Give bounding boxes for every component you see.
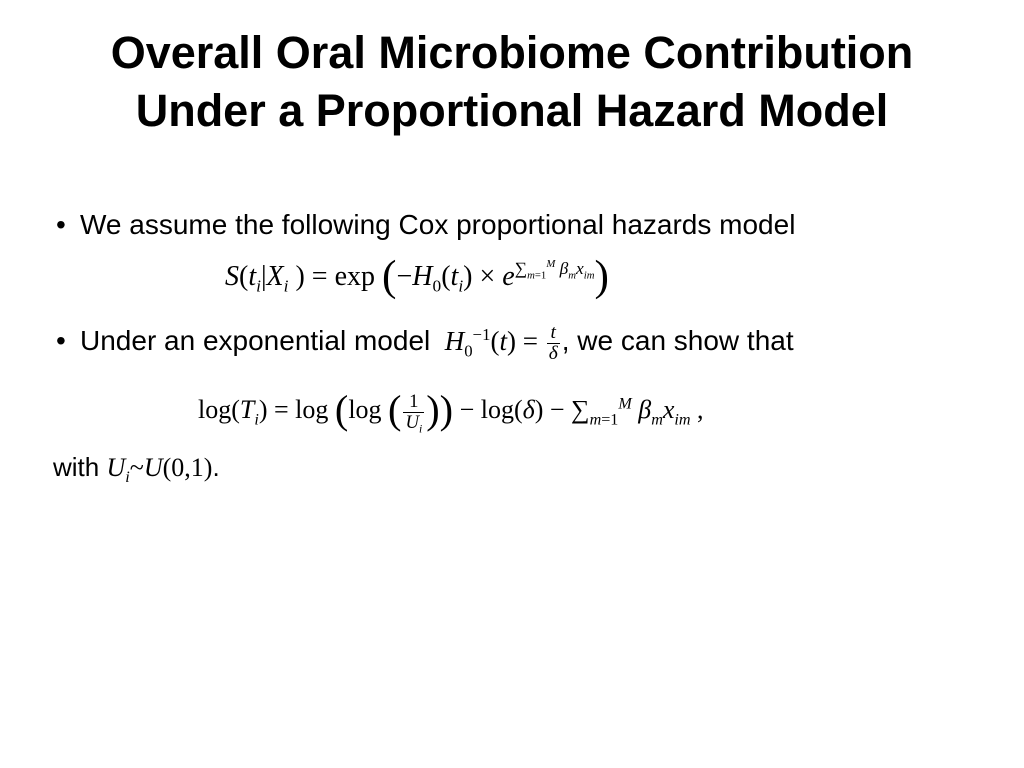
title-line-1: Overall Oral Microbiome Contribution	[110, 27, 914, 78]
with-label: with	[53, 452, 100, 482]
equation-log-time: $\log(T_i) = \log (\log$ ( $\frac{1}{U_i}$ )) − $\log(\delta) - \sum_{m=1}^M$ $\beta_mx_{im}$ ,	[198, 387, 704, 436]
bullet-point-icon: •	[56, 209, 66, 240]
bullet-text-after: , we can show that	[561, 325, 794, 357]
bullet-text: We assume the following Cox proportional hazards model	[80, 209, 796, 240]
equation-survival: $S(t_i|X_i$ ) = $\exp (-H_0(t_i) \times e^{\sum_{m=1}^M \beta_mx_{im}})$	[225, 252, 609, 300]
bullet-text-before: Under an exponential model	[80, 325, 431, 357]
equation-inverse-hazard: $H_0^{-1}(t)$ = $\frac{t}{\delta}$	[444, 322, 558, 365]
bullet-point-icon: •	[56, 325, 66, 357]
bullet-cox-model	[56, 208, 795, 242]
equation-uniform: $U_i\sim U(0,1)$	[106, 453, 213, 487]
slide-title	[0, 24, 1024, 140]
title-line-2: Under a Proportional Hazard Model	[135, 85, 889, 136]
bullet-exponential-model	[56, 323, 794, 365]
with-clause: with $U_i\sim U(0,1)$.	[53, 452, 220, 487]
